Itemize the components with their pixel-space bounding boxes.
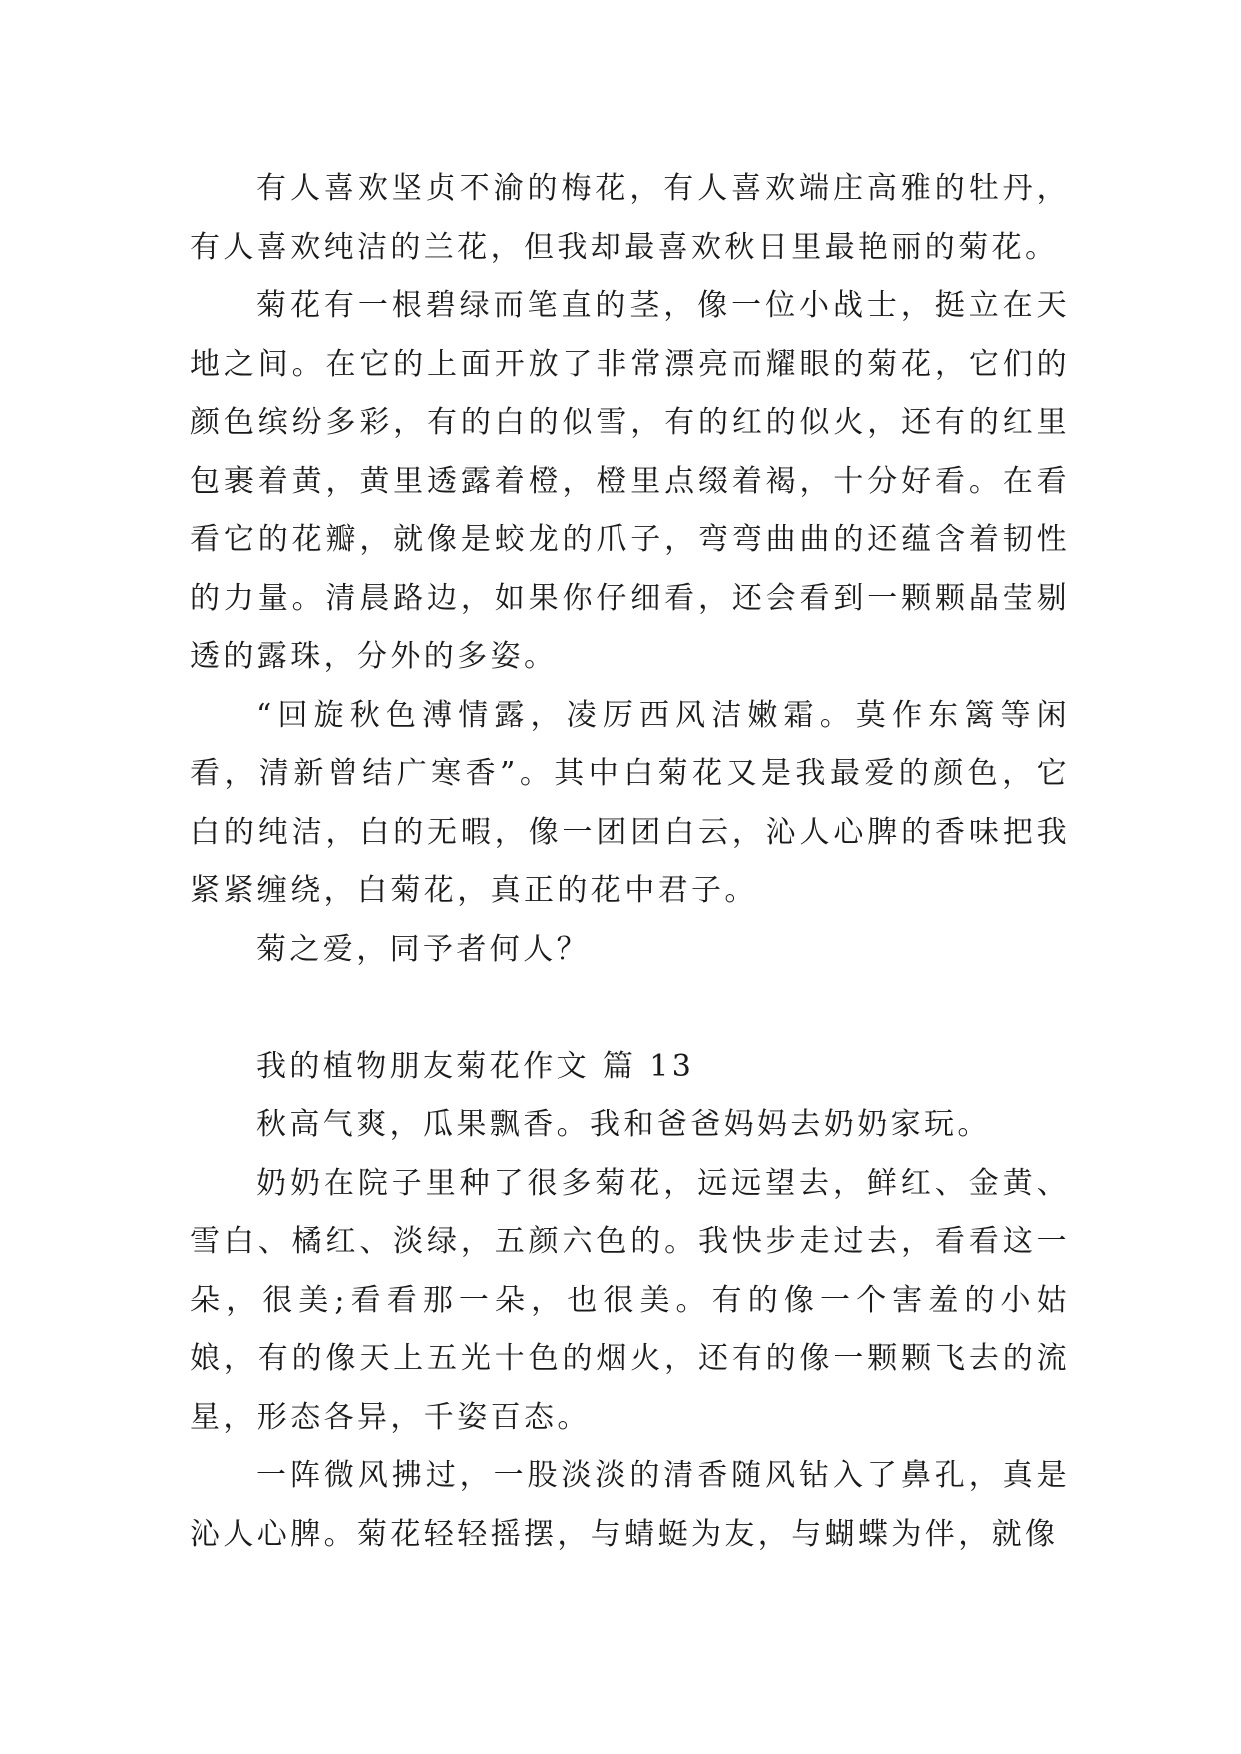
paragraph-poem-white-chrysanthemum: “回旋秋色溥情露，凌厉西风洁嫩霜。莫作东篱等闲看，清新曾结广寒香”。其中白菊花又是我最爱的颜色，它白的纯洁，白的无暇，像一团团白云，沁人心脾的香味把我紧紧缠绕，白菊花，真正的花中君子。: [190, 697, 1070, 908]
paragraph-closing-question: 菊之爱，同予者何人？: [256, 931, 590, 967]
paragraph-plum-peony-orchid: 有人喜欢坚贞不渝的梅花，有人喜欢端庄高雅的牡丹，有人喜欢纯洁的兰花，但我却最喜欢秋日里最艳丽的菊花。: [190, 171, 1070, 265]
paragraph-autumn-visit: 秋高气爽，瓜果飘香。我和爸爸妈妈去奶奶家玩。: [256, 1107, 991, 1142]
paragraph-chrysanthemum-description: 菊花有一根碧绿而笔直的茎，像一位小战士，挺立在天地之间。在它的上面开放了非常漂亮而耀眼的菊花，它们的颜色缤纷多彩，有的白的似雪，有的红的似火，还有的红里包裹着黄，黄里透露着橙，橙里点缀着褐，十分好看。在看看它的花瓣，就像是蛟龙的爪子，弯弯曲曲的还蕴含着韧性的力量。清晨路边，如果你仔细看，还会看到一颗颗晶莹剔透的露珠，分外的多姿。: [190, 288, 1070, 674]
paragraph-breeze-fragrance: 一阵微风拂过，一股淡淡的清香随风钻入了鼻孔，真是沁人心脾。菊花轻轻摇摆，与蜻蜓为友，与蝴蝶为伴，就像: [190, 1458, 1070, 1552]
paragraph-grandma-garden: 奶奶在院子里种了很多菊花，远远望去，鲜红、金黄、雪白、橘红、淡绿，五颜六色的。我快步走过去，看看这一朵，很美;看看那一朵，也很美。有的像一个害羞的小姑娘，有的像天上五光十色的烟火，还有的像一颗颗飞去的流星，形态各异，千姿百态。: [190, 1165, 1070, 1435]
document-body: [190, 160, 1070, 1564]
section-heading: 我的植物朋友菊花作文 篇 13: [256, 1048, 695, 1084]
